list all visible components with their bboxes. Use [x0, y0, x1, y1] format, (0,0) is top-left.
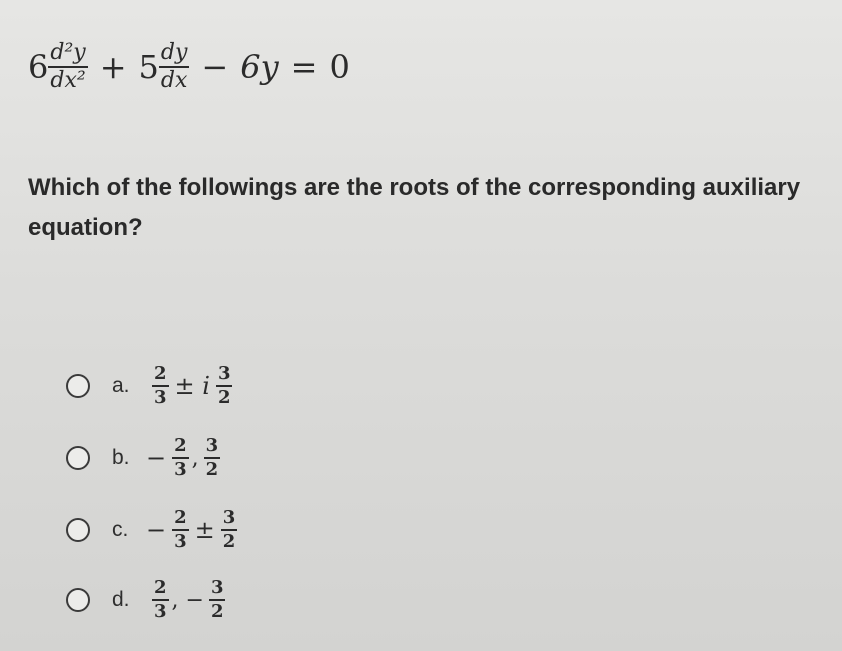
option-a-fraction-2 — [216, 365, 233, 407]
option-b-fraction-1-numerator: 2 — [172, 437, 189, 459]
equals-sign: = — [290, 48, 318, 86]
option-c-radio[interactable] — [66, 518, 90, 542]
second-derivative-numerator: d²y — [48, 42, 87, 68]
option-a-letter: a. — [112, 374, 130, 397]
option-a-fraction-1 — [152, 365, 169, 407]
option-d-value — [146, 579, 225, 621]
option-b-value — [146, 437, 220, 479]
option-c-fraction-1-denominator: 3 — [174, 531, 187, 552]
question-text: Which of the followings are the roots of the corresponding auxiliary equation? — [28, 174, 801, 241]
option-c-fraction-1-numerator: 2 — [172, 509, 189, 531]
right-hand-side: 0 — [329, 48, 350, 86]
option-d-radio[interactable] — [66, 588, 90, 612]
option-b-fraction-2-denominator: 2 — [205, 459, 219, 480]
option-b-fraction-2 — [204, 437, 221, 479]
option-c[interactable] — [66, 502, 237, 558]
option-a-fraction-1-numerator: 2 — [152, 365, 169, 387]
option-a-fraction-1-denominator: 3 — [154, 387, 167, 408]
option-d-separator: , − — [171, 588, 204, 613]
option-a-fraction-2-denominator: 2 — [217, 387, 231, 408]
option-a-operator: ± i — [174, 372, 210, 400]
option-b[interactable] — [66, 430, 220, 486]
option-c-fraction-2 — [221, 509, 238, 551]
option-b-fraction-1 — [172, 437, 189, 479]
first-derivative-denominator: dx — [160, 68, 188, 93]
option-c-letter: c. — [112, 518, 129, 541]
term-c: 6y — [240, 48, 279, 86]
differential-equation — [28, 42, 350, 92]
minus-sign: − — [201, 48, 229, 86]
option-b-radio[interactable] — [66, 446, 90, 470]
option-a-value — [146, 365, 232, 407]
option-d-fraction-2-numerator: 3 — [209, 579, 226, 601]
option-c-operator: ± — [194, 516, 215, 544]
option-c-lead: − — [146, 516, 167, 544]
plus-sign: + — [99, 48, 127, 86]
option-c-fraction-2-denominator: 2 — [222, 531, 236, 552]
option-b-fraction-2-numerator: 3 — [204, 437, 221, 459]
option-a-radio[interactable] — [66, 374, 90, 398]
coefficient-a: 6 — [28, 48, 49, 86]
option-c-fraction-2-numerator: 3 — [221, 509, 238, 531]
second-derivative-denominator: dx² — [50, 68, 86, 93]
coefficient-b: 5 — [138, 48, 159, 86]
option-d-fraction-1-denominator: 3 — [154, 601, 167, 622]
option-b-separator: , — [191, 446, 199, 471]
option-a[interactable] — [66, 358, 232, 414]
first-derivative-fraction — [159, 42, 190, 92]
option-b-lead: − — [146, 444, 167, 472]
option-a-fraction-2-numerator: 3 — [216, 365, 233, 387]
option-d-fraction-2-denominator: 2 — [210, 601, 224, 622]
first-derivative-numerator: dy — [159, 42, 190, 68]
option-c-fraction-1 — [172, 509, 189, 551]
option-d[interactable] — [66, 572, 225, 628]
option-b-letter: b. — [112, 446, 130, 469]
option-d-fraction-2 — [209, 579, 226, 621]
option-d-fraction-1-numerator: 2 — [152, 579, 169, 601]
option-d-fraction-1 — [152, 579, 169, 621]
option-b-fraction-1-denominator: 3 — [174, 459, 187, 480]
second-derivative-fraction — [48, 42, 87, 92]
option-d-letter: d. — [112, 588, 130, 611]
option-c-value — [146, 509, 237, 551]
